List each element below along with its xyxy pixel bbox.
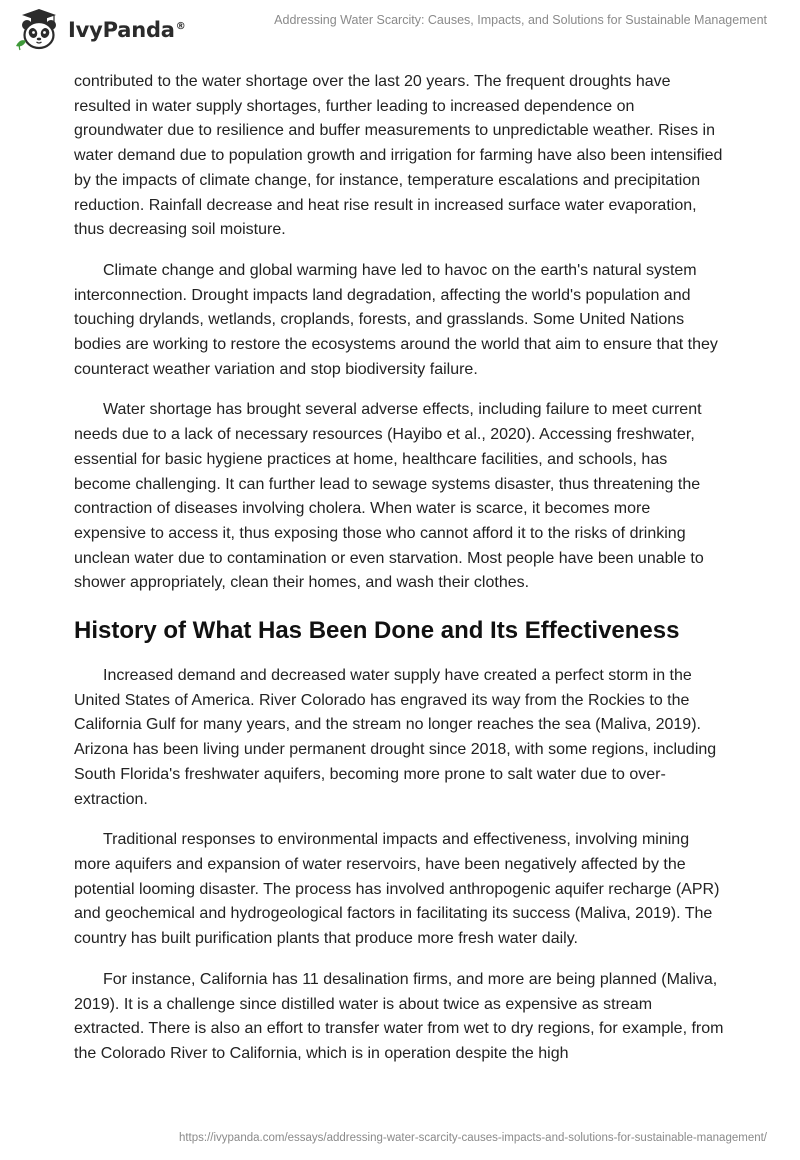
paragraph-desalination: For instance, California has 11 desalination firms, and more are being planned (Maliva, 2019). It is a challenge since distilled water is about twice as expensive as stream extracted. There is also an effort to transfer water from wet to dry regions, for example, from the Colorado River to California, which is in operation despite the high — [74, 970, 724, 1062]
page-header — [0, 0, 800, 66]
ivypanda-logo[interactable] — [14, 8, 186, 52]
paragraph-continued: contributed to the water shortage over the last 20 years. The frequent droughts have resulted in water supply shortages, further leading to increased dependence on groundwater due to resilience and buffer measurements to unpredictable weather. Rises in water demand due to population growth and irrigation for farming have also been intensified by the impacts of climate change, for instance, temperature escalations and precipitation reduction. Rainfall decrease and heat rise result in increased surface water evaporation, thus decreasing soil moisture. — [74, 73, 723, 239]
document-title: Addressing Water Scarcity: Causes, Impacts, and Solutions for Sustainable Management — [274, 13, 767, 27]
logo-wordmark — [68, 18, 186, 42]
paragraph-traditional-responses: Traditional responses to environmental impacts and effectiveness, involving mining more aquifers and expansion of water reservoirs, have been negatively affected by the potential looming disaster. The process has involved anthropogenic aquifer recharge (APR) and geochemical and hydrogeological factors in facilitating its success (Maliva, 2019). The country has built purification plants that produce more fresh water daily. — [74, 831, 720, 948]
panda-icon — [14, 8, 64, 52]
section-heading: History of What Has Been Done and Its Effectiveness — [74, 617, 680, 645]
brand-name: IvyPanda — [68, 18, 175, 42]
registered-mark: ® — [175, 21, 186, 32]
paragraph-climate-change: Climate change and global warming have led to havoc on the earth's natural system interconnection. Drought impacts land degradation, affecting the world's population and touching drylands, wetlands, croplands, forests, and grasslands. Some United Nations bodies are working to restore the ecosystems around the world that aim to ensure that they counteract weather variation and stop biodiversity failure. — [74, 261, 718, 378]
footer-url[interactable]: https://ivypanda.com/essays/addressing-water-scarcity-causes-impacts-and-solutions-for-sustainable-management/ — [178, 1132, 767, 1144]
essay-body — [74, 70, 726, 1083]
paragraph-adverse-effects: Water shortage has brought several adverse effects, including failure to meet current needs due to a lack of necessary resources (Hayibo et al., 2020). Accessing freshwater, essential for basic hygiene practices at home, healthcare facilities, and schools, has become challenging. It can further lead to sewage systems disaster, thus threatening the contraction of diseases involving cholera. When water is scarce, it becomes more expensive to access it, thus exposing those who cannot afford it to the risks of drinking unclean water due to contamination or even starvation. Most people have been unable to shower appropriately, clean their homes, and wash their clothes. — [74, 401, 704, 592]
paragraph-perfect-storm: Increased demand and decreased water supply have created a perfect storm in the United States of America. River Colorado has engraved its way from the Rockies to the California Gulf for many years, and the stream no longer reaches the sea (Maliva, 2019). Arizona has been living under permanent drought since 2018, with some regions, including South Florida's freshwater aquifers, becoming more prone to salt water due to over-extraction. — [74, 667, 717, 808]
